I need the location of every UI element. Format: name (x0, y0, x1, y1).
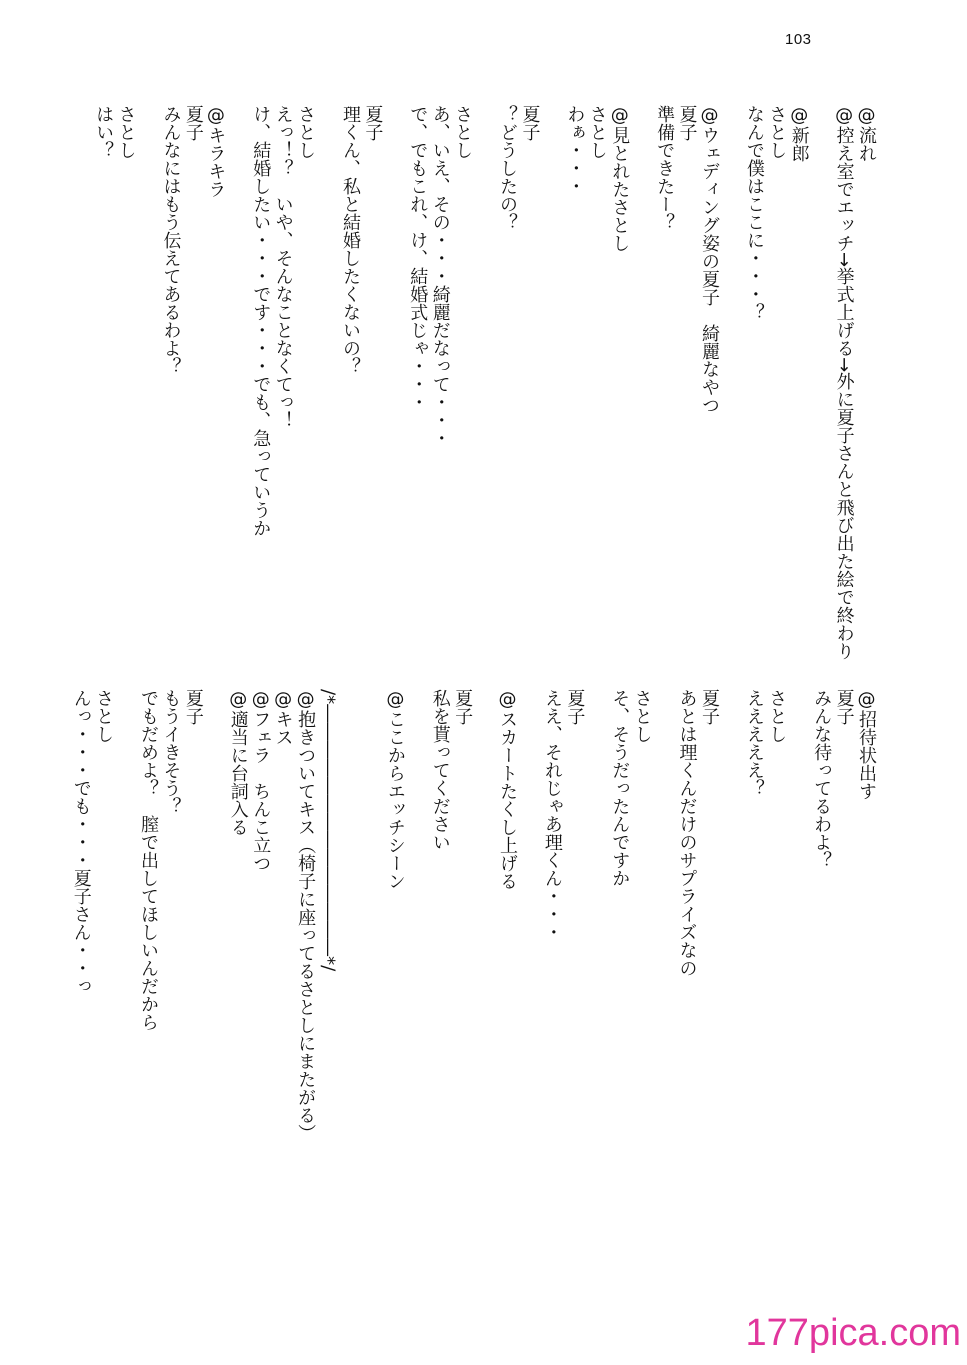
script-line: ええ、それじゃあ理くん・・・ (541, 689, 563, 941)
stage-direction-line: @招待状出す (856, 689, 877, 800)
blank-column (316, 105, 338, 685)
at-mark: @ (856, 105, 877, 126)
script-line: さとし (452, 105, 474, 159)
blank-column (585, 689, 607, 1289)
at-mark: @ (856, 689, 877, 710)
stage-direction-line: @キラキラ (205, 105, 227, 198)
script-line: えええええ？ (743, 689, 765, 797)
script-line: えっ！？ いや、そんなことなくてっ！ (272, 105, 294, 429)
blank-column (787, 689, 809, 1289)
blank-column (630, 105, 652, 685)
blank-column (720, 105, 742, 685)
blank-column (720, 689, 742, 1289)
stage-direction-line: @ここからエッチシーン (384, 689, 406, 890)
script-line: もうイきそう？ (160, 689, 182, 815)
watermark: 177pica.com (745, 1312, 961, 1354)
script-line: さとし (766, 689, 788, 743)
script-line: ？どうしたの？ (497, 105, 518, 231)
script-line: みんな待ってるわよ？ (811, 689, 833, 869)
stage-direction-line: @スカートたくし上げる (497, 689, 518, 890)
at-mark: @ (250, 689, 272, 710)
script-line: 私を貰ってください (429, 689, 451, 851)
stage-direction-line: @見とれたさとし (609, 105, 631, 252)
script-line: け、結婚したい・・・です・・・でも、急っていうか (250, 105, 272, 537)
script-line: なんで僕はここに・・・？ (743, 105, 765, 321)
blank-column (226, 105, 248, 685)
script-line: さとし (631, 689, 653, 743)
script-line: みんなにはもう伝えてあるわよ？ (160, 105, 182, 375)
script-line: 夏子 (833, 689, 855, 725)
blank-column (204, 689, 226, 1289)
at-mark: @ (272, 689, 294, 710)
stage-direction-line: @ウェディング姿の夏子 綺麗なやつ (698, 105, 720, 414)
stage-direction-line: @新郎 (788, 105, 810, 162)
stage-direction-line: @フェラ ちんこ立つ (250, 689, 272, 872)
at-mark: @ (497, 689, 518, 710)
page-number: 103 (785, 31, 812, 48)
at-mark: @ (609, 105, 631, 126)
script-line: 夏子 (362, 105, 384, 141)
script-line: はい？ (93, 105, 115, 159)
script-line: んっ・・・でも・・・夏子さん・・っ (70, 689, 92, 995)
blank-column (383, 105, 405, 685)
script-line: さとし (295, 105, 317, 159)
script-block-top (92, 105, 877, 685)
script-line: 夏子 (182, 105, 204, 141)
blank-column (339, 689, 361, 1289)
blank-column (518, 689, 540, 1289)
at-mark: @ (698, 105, 720, 126)
stage-direction-line: @抱きついてキス（椅子に座ってるさとしにまたがる） (295, 689, 317, 1142)
script-line: 夏子 (452, 689, 474, 725)
script-line: でもだめよ？ 膣で出してほしいんだから (138, 689, 159, 1031)
at-mark: @ (788, 105, 810, 126)
stage-direction-line: @適当に台詞入る (227, 689, 249, 836)
stage-direction-line: @キス (272, 689, 294, 746)
at-mark: @ (295, 689, 317, 710)
blank-column (137, 105, 159, 685)
blank-column (540, 105, 562, 685)
script-line: あとは理くんだけのサプライズなの (676, 689, 698, 977)
blank-column (114, 689, 136, 1289)
at-mark: @ (833, 105, 855, 126)
stage-direction-line: @控え室でエッチ→挙式上げる→外に夏子さんと飛び出た絵で終わり (833, 105, 855, 661)
script-line: 夏子 (182, 689, 204, 725)
script-line: さとし (115, 105, 137, 159)
script-line: そ、そうだったんですか (609, 689, 631, 887)
script-line: さとし (766, 105, 788, 159)
blank-column (473, 689, 495, 1289)
script-line: /*――――――――――――――*/ (317, 689, 339, 972)
blank-column (653, 689, 675, 1289)
blank-column (406, 689, 428, 1289)
at-mark: @ (227, 689, 249, 710)
blank-column (361, 689, 383, 1289)
script-block-bottom (69, 689, 877, 1289)
script-line: 夏子 (698, 689, 720, 725)
at-mark: @ (205, 105, 227, 126)
script-line: 夏子 (676, 105, 698, 141)
script-line: 夏子 (519, 105, 541, 141)
script-line: さとし (93, 689, 115, 743)
script-line: 理くん、私と結婚したくないの？ (339, 105, 361, 375)
script-line: で、でもこれ、け、結婚式じゃ・・・ (407, 105, 429, 411)
script-line: 準備できたー？ (654, 105, 676, 231)
blank-column (810, 105, 832, 685)
script-line: わぁ・・・ (564, 105, 586, 195)
script-line: 夏子 (564, 689, 586, 725)
script-line: さとし (586, 105, 608, 159)
at-mark: @ (384, 689, 406, 710)
blank-column (473, 105, 495, 685)
script-line: あ、いえ、その・・・綺麗だなって・・・ (429, 105, 451, 447)
stage-direction-line: @流れ (856, 105, 877, 162)
